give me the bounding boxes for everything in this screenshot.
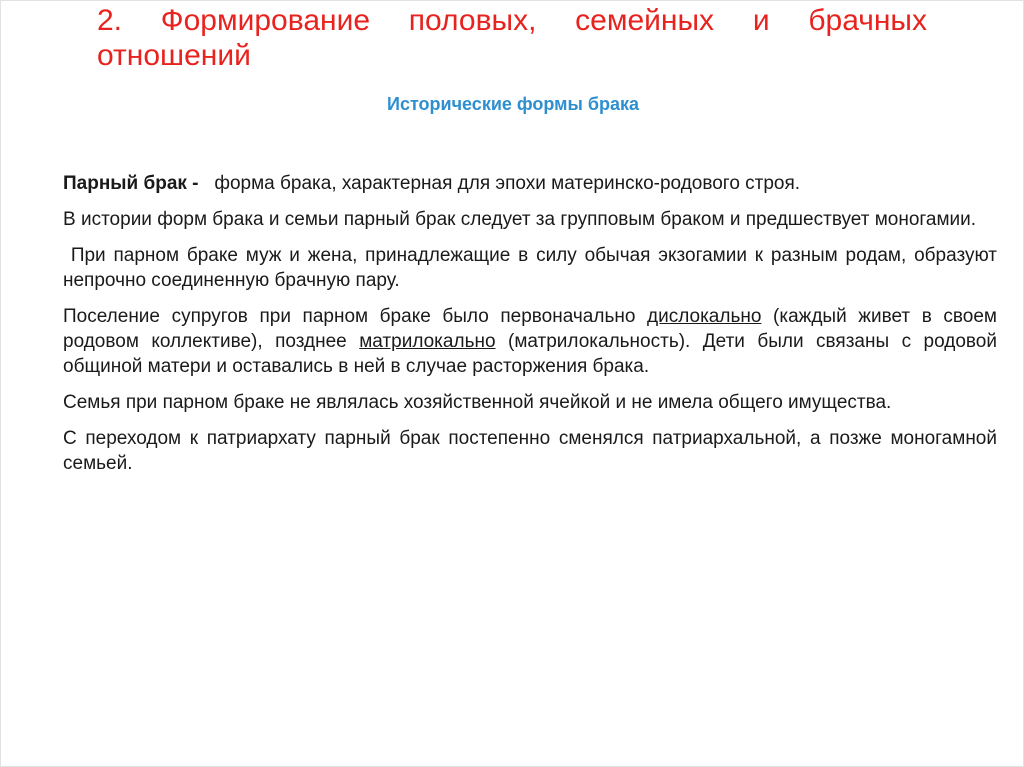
settlement-text-2: (каждый живет в своем родовом коллективе), позднее <box>63 306 997 352</box>
settlement-text-1: Поселение супругов при парном браке было первоначально <box>63 306 647 327</box>
paragraph-property: Семья при парном браке не являлась хозяйственной ячейкой и не имела общего имущества. <box>63 392 892 413</box>
slide-subtitle: Исторические формы брака <box>387 94 639 114</box>
settlement-text-3: (матрилокальность). Дети были связаны с родовой общиной матери и оставались в ней в случае расторжения брака. <box>63 331 997 377</box>
paragraph-settlement <box>63 304 997 379</box>
slide-body <box>63 171 1003 487</box>
slide-title-line-2: отношений <box>97 39 251 72</box>
dislocal-term: дислокально <box>647 306 762 327</box>
paragraph-definition <box>63 171 997 196</box>
paragraph-history: В истории форм брака и семьи парный брак следует за групповым браком и предшествует моногамии. <box>63 209 977 230</box>
paragraph-exogamy: При парном браке муж и жена, принадлежащие в силу обычая экзогамии к разным родам, образуют непрочно соединенную брачную пару. <box>63 245 1003 291</box>
definition-text: форма брака, характерная для эпохи материнско-родового строя. <box>203 173 801 194</box>
slide-title <box>97 3 927 73</box>
matrilocal-term: матрилокально <box>359 331 496 352</box>
paragraph-patriarchy: С переходом к патриархату парный брак постепенно сменялся патриархальной, а позже моногамной семьей. <box>63 428 997 474</box>
slide-title-line-1: 2. Формирование половых, семейных и брачных <box>97 4 927 37</box>
definition-term: Парный брак - <box>63 173 204 194</box>
